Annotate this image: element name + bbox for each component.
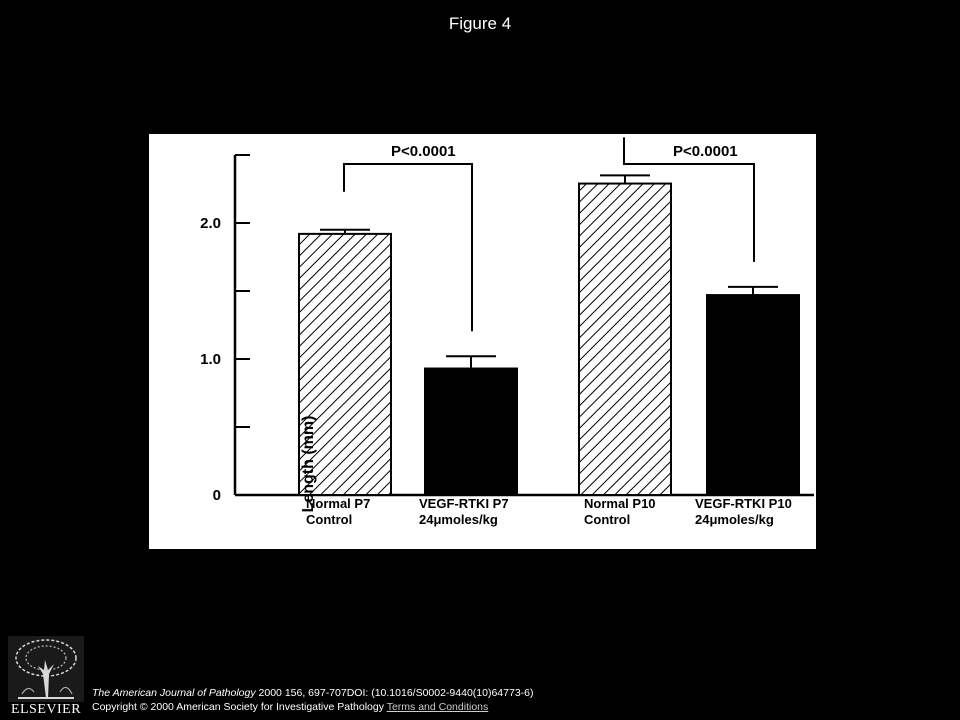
y-tick-label: 1.0 <box>200 351 221 368</box>
bar <box>425 369 517 495</box>
x-category-label <box>695 496 816 528</box>
logo-wordmark: ELSEVIER <box>10 702 82 717</box>
x-category-line2: 24μmoles/kg <box>695 512 774 527</box>
x-category-line1: VEGF-RTKI P7 <box>419 496 509 511</box>
x-category-label <box>419 496 559 528</box>
copyright-line <box>92 700 534 714</box>
bar <box>579 184 671 495</box>
terms-link[interactable]: Terms and Conditions <box>386 701 489 713</box>
citation-block <box>92 686 534 714</box>
x-category-line1: VEGF-RTKI P10 <box>695 496 792 511</box>
journal-name: The American Journal of Pathology <box>92 687 256 699</box>
tree-icon <box>8 636 84 702</box>
copyright-text: Copyright © 2000 American Society for Investigative Pathology <box>92 701 387 713</box>
figure-title: Figure 4 <box>448 14 512 33</box>
x-category-line2: 24μmoles/kg <box>419 512 498 527</box>
significance-label: P<0.0001 <box>391 143 456 160</box>
y-tick-label: 2.0 <box>200 215 221 232</box>
bar-chart <box>149 134 816 549</box>
y-axis-label: Length (mm) <box>300 415 317 513</box>
x-category-line2: Control <box>306 512 353 527</box>
bar <box>707 295 799 495</box>
elsevier-logo <box>8 636 84 718</box>
citation-line <box>92 686 534 700</box>
y-tick-label: 0 <box>212 487 221 504</box>
chart-panel <box>149 134 816 549</box>
x-category-line2: Control <box>584 512 631 527</box>
x-category-line1: Normal P10 <box>584 496 656 511</box>
significance-label: P<0.0001 <box>673 143 738 160</box>
citation-details: 2000 156, 697-707DOI: (10.1016/S0002-9440(10)64773-6) <box>255 687 534 699</box>
x-category-line1: Normal P7 <box>306 496 371 511</box>
